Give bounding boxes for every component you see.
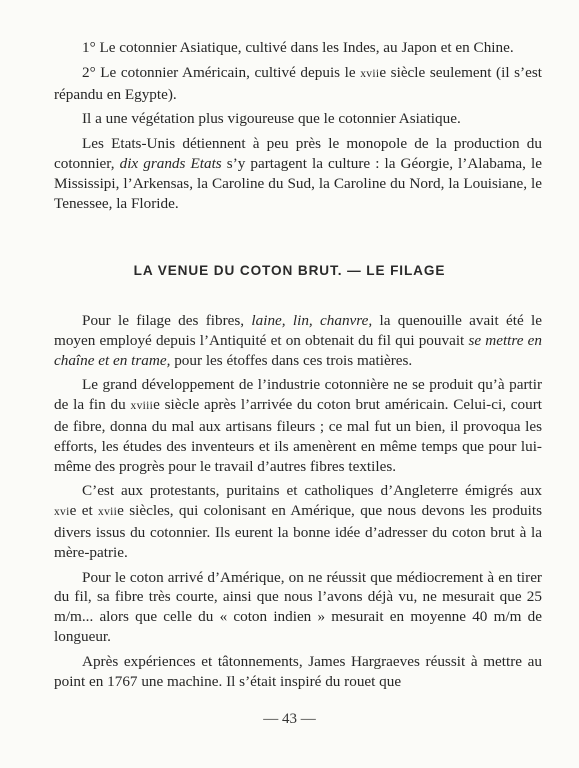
small-caps-numeral: xvii	[98, 506, 118, 519]
text-run: Le grand développement de l’industrie cotonnière ne se produit qu’à partir de la fin du	[54, 376, 542, 414]
paragraph	[54, 652, 542, 692]
text-run: Il a une végétation plus vigoureuse que le cotonnier Asiatique.	[82, 110, 461, 128]
paragraph	[54, 109, 542, 129]
small-caps-numeral: xvii	[360, 67, 380, 80]
paragraph	[54, 38, 542, 58]
paragraph	[54, 311, 542, 370]
paragraph	[54, 134, 542, 213]
text-run: e et	[69, 502, 99, 520]
small-caps-numeral: xviii	[130, 400, 154, 413]
italic-text: se mettre en chaîne et en trame,	[54, 331, 542, 369]
text-run: Après expériences et tâtonnements, James Hargraeves réussit à mettre au point en 1767 une machine. Il s’était inspiré du rouet que	[54, 652, 542, 690]
text-run: s’y partagent la culture : la Géorgie, l’Alabama, le Mississipi, l’Arkensas, la Caroline du Sud, la Caroline du Nord, la Louisiane, le Tenessee, la Floride.	[54, 154, 542, 212]
text-run: e siècles, qui colonisant en Amérique, que nous devons les produits divers issus du cotonnier. Ils eurent la bonne idée d’adresser du coton brut à la mère-patrie.	[54, 502, 542, 561]
text-run: Pour le filage des fibres,	[82, 312, 252, 329]
paragraph	[54, 481, 542, 562]
text-run: Pour le coton arrivé d’Amérique, on ne réussit que médiocrement à en tirer du fil, sa fibre très courte, ainsi que nous l’avons déjà vu, ne mesurait que 25 m/m... alors que celle du « coton indien » mesurait en moyenne 40 m/m de longueur.	[54, 568, 542, 645]
small-caps-numeral: xvi	[54, 506, 70, 519]
text-run: 2° Le cotonnier Américain, cultivé depuis le	[82, 63, 361, 81]
page-number: — 43 —	[263, 711, 316, 727]
paragraph	[54, 568, 542, 647]
top-text-block	[54, 38, 542, 213]
italic-text: laine, lin, chanvre,	[251, 312, 373, 329]
text-run: C’est aux protestants, puritains et catholiques d’Angleterre émigrés aux	[82, 482, 542, 500]
text-run: Les Etats-Unis détiennent à peu près le monopole de la production du cotonnier,	[54, 135, 542, 172]
paragraph	[54, 63, 542, 105]
text-run: pour les étoffes dans ces trois matières.	[170, 351, 413, 369]
italic-text: dix grands Etats	[119, 154, 222, 172]
text-run: 1° Le cotonnier Asiatique, cultivé dans les Indes, au Japon et en Chine.	[82, 39, 514, 56]
text-run: e siècle après l’arrivée du coton brut américain. Celui-ci, court de fibre, donna du mal aux artisans fileurs ; ce mal fut un bien, il provoqua les efforts, les études des inventeurs et ils amenèrent en même temps que pour lui-même des progrès pour le travail d’autres fibres textiles.	[54, 396, 542, 475]
text-run: la quenouille avait été le moyen employé depuis l’Antiquité et on obtenait du fil qui pouvait	[54, 312, 542, 349]
section-text-block	[54, 311, 542, 691]
section-heading: LA VENUE DU COTON BRUT. — LE FILAGE	[133, 263, 446, 278]
text-run: e siècle seulement (il s’est répandu en Egypte).	[54, 63, 542, 103]
paragraph	[54, 375, 542, 476]
